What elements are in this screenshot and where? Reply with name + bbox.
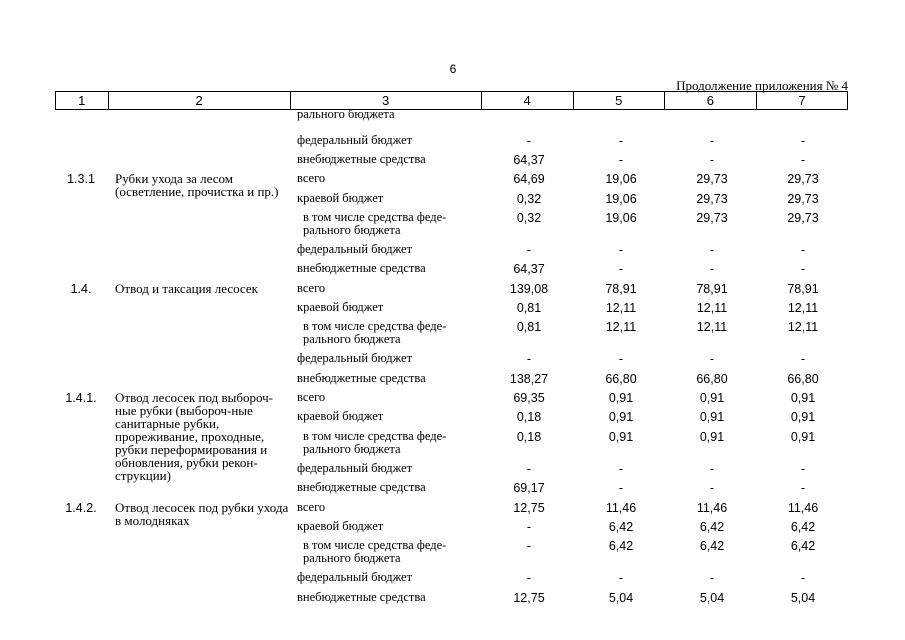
row-number: 1.4. <box>70 282 92 296</box>
funding-source: внебюджетные средства <box>297 371 426 385</box>
row-description: Отвод лесосек под рубки ухода в молодняках <box>115 500 289 528</box>
column-header-7: 7 <box>756 92 847 110</box>
value-col-6: - <box>709 352 715 366</box>
funding-source: федеральный бюджет <box>297 351 413 365</box>
value-col-6: 12,11 <box>696 301 728 315</box>
value-col-7: - <box>800 134 806 148</box>
value-col-7: 5,04 <box>790 591 816 605</box>
value-col-7: 0,91 <box>790 410 816 424</box>
value-col-7: - <box>800 352 806 366</box>
value-col-6: 0,91 <box>699 410 725 424</box>
value-col-7: 0,91 <box>790 430 816 444</box>
value-col-6: 5,04 <box>699 591 725 605</box>
value-col-5: - <box>618 462 624 476</box>
funding-source: федеральный бюджет <box>297 242 413 256</box>
value-col-5: 19,06 <box>605 192 637 206</box>
funding-source: всего <box>297 281 326 295</box>
value-col-5: 5,04 <box>608 591 634 605</box>
column-header-row <box>56 92 848 110</box>
value-col-4: - <box>526 571 532 585</box>
value-col-7: 0,91 <box>790 391 816 405</box>
value-col-4: - <box>526 462 532 476</box>
value-col-4: 69,35 <box>513 391 545 405</box>
value-col-5: 78,91 <box>605 282 637 296</box>
value-col-7: - <box>800 243 806 257</box>
value-col-4: 0,81 <box>516 301 542 315</box>
funding-source: внебюджетные средства <box>297 590 426 604</box>
value-col-4: - <box>526 243 532 257</box>
column-header-2: 2 <box>108 92 290 110</box>
value-col-4: 64,37 <box>513 153 545 167</box>
value-col-6: 66,80 <box>696 372 728 386</box>
funding-source: краевой бюджет <box>297 519 384 533</box>
value-col-5: 19,06 <box>605 211 637 225</box>
column-header-3: 3 <box>290 92 481 110</box>
value-col-5: 6,42 <box>608 539 634 553</box>
funding-source: всего <box>297 500 326 514</box>
value-col-4: 0,32 <box>516 192 542 206</box>
column-header-1: 1 <box>56 92 109 110</box>
value-col-7: 78,91 <box>787 282 819 296</box>
row-description: Отвод и таксация лесосек <box>115 281 258 296</box>
value-col-7: - <box>800 153 806 167</box>
funding-source: федеральный бюджет <box>297 133 413 147</box>
value-col-6: 0,91 <box>699 430 725 444</box>
column-header-5: 5 <box>573 92 664 110</box>
funding-source: в том числе средства феде-рального бюджета <box>303 429 447 456</box>
value-col-5: - <box>618 153 624 167</box>
value-col-6: - <box>709 134 715 148</box>
value-col-7: - <box>800 262 806 276</box>
value-col-5: 0,91 <box>608 391 634 405</box>
value-col-4: 0,32 <box>516 211 542 225</box>
value-col-5: 6,42 <box>608 520 634 534</box>
value-col-7: 12,11 <box>787 320 819 334</box>
value-col-7: 29,73 <box>787 172 819 186</box>
value-col-7: - <box>800 571 806 585</box>
value-col-6: 6,42 <box>699 520 725 534</box>
row-number: 1.4.2. <box>65 501 97 515</box>
funding-source: в том числе средства феде-рального бюджета <box>303 210 447 237</box>
value-col-4: 0,81 <box>516 320 542 334</box>
funding-source: краевой бюджет <box>297 191 384 205</box>
funding-source: всего <box>297 390 326 404</box>
value-col-5: 19,06 <box>605 172 637 186</box>
value-col-6: - <box>709 462 715 476</box>
funding-source: всего <box>297 171 326 185</box>
column-header-6: 6 <box>664 92 756 110</box>
value-col-6: - <box>709 481 715 495</box>
value-col-5: 12,11 <box>605 301 637 315</box>
funding-source: краевой бюджет <box>297 300 384 314</box>
value-col-4: 64,69 <box>513 172 545 186</box>
value-col-5: - <box>618 352 624 366</box>
value-col-4: 69,17 <box>513 481 545 495</box>
value-col-5: 11,46 <box>605 501 637 515</box>
funding-source: в том числе средства феде-рального бюджета <box>303 319 447 346</box>
value-col-4: - <box>526 134 532 148</box>
value-col-4: - <box>526 352 532 366</box>
value-col-4: 138,27 <box>509 372 549 386</box>
value-col-6: 29,73 <box>696 172 728 186</box>
row-description: Отвод лесосек под выбороч-ные рубки (выбороч-ные санитарные рубки, прореживание, проходные, рубки переформирования и обновления, рубки рекон-струкции) <box>115 390 274 483</box>
value-col-7: 66,80 <box>787 372 819 386</box>
row-number: 1.3.1 <box>67 172 95 186</box>
value-col-4: - <box>526 520 532 534</box>
value-col-5: - <box>618 571 624 585</box>
value-col-6: 0,91 <box>699 391 725 405</box>
value-col-4: 12,75 <box>513 501 545 515</box>
value-col-6: - <box>709 243 715 257</box>
value-col-7: 29,73 <box>787 211 819 225</box>
row-description: Рубки ухода за лесом (осветление, прочистка и пр.) <box>115 171 279 199</box>
value-col-7: 6,42 <box>790 539 816 553</box>
funding-source: внебюджетные средства <box>297 480 426 494</box>
funding-source: внебюджетные средства <box>297 152 426 166</box>
value-col-6: - <box>709 153 715 167</box>
value-col-4: 0,18 <box>516 430 542 444</box>
value-col-7: 6,42 <box>790 520 816 534</box>
value-col-4: 64,37 <box>513 262 545 276</box>
funding-source: рального бюджета <box>297 107 395 121</box>
row-number: 1.4.1. <box>65 391 97 405</box>
value-col-5: - <box>618 481 624 495</box>
funding-source: краевой бюджет <box>297 409 384 423</box>
funding-source: в том числе средства феде-рального бюджета <box>303 538 447 565</box>
value-col-6: 6,42 <box>699 539 725 553</box>
funding-source: внебюджетные средства <box>297 261 426 275</box>
value-col-5: - <box>618 262 624 276</box>
value-col-6: - <box>709 262 715 276</box>
value-col-6: 29,73 <box>696 211 728 225</box>
value-col-6: 12,11 <box>696 320 728 334</box>
value-col-5: 12,11 <box>605 320 637 334</box>
value-col-6: - <box>709 571 715 585</box>
value-col-7: 12,11 <box>787 301 819 315</box>
value-col-6: 29,73 <box>696 192 728 206</box>
continuation-label: Продолжение приложения № 4 <box>676 78 848 93</box>
value-col-5: - <box>618 243 624 257</box>
funding-source: федеральный бюджет <box>297 570 413 584</box>
value-col-6: 11,46 <box>696 501 728 515</box>
value-col-4: - <box>526 539 532 553</box>
funding-source: федеральный бюджет <box>297 461 413 475</box>
value-col-7: - <box>800 481 806 495</box>
page-number: 6 <box>449 62 457 76</box>
value-col-7: 29,73 <box>787 192 819 206</box>
value-col-4: 12,75 <box>513 591 545 605</box>
value-col-7: - <box>800 462 806 476</box>
value-col-6: 78,91 <box>696 282 728 296</box>
value-col-7: 11,46 <box>787 501 819 515</box>
value-col-5: - <box>618 134 624 148</box>
value-col-5: 0,91 <box>608 430 634 444</box>
value-col-5: 66,80 <box>605 372 637 386</box>
value-col-4: 139,08 <box>509 282 549 296</box>
value-col-5: 0,91 <box>608 410 634 424</box>
column-header-4: 4 <box>481 92 573 110</box>
value-col-4: 0,18 <box>516 410 542 424</box>
